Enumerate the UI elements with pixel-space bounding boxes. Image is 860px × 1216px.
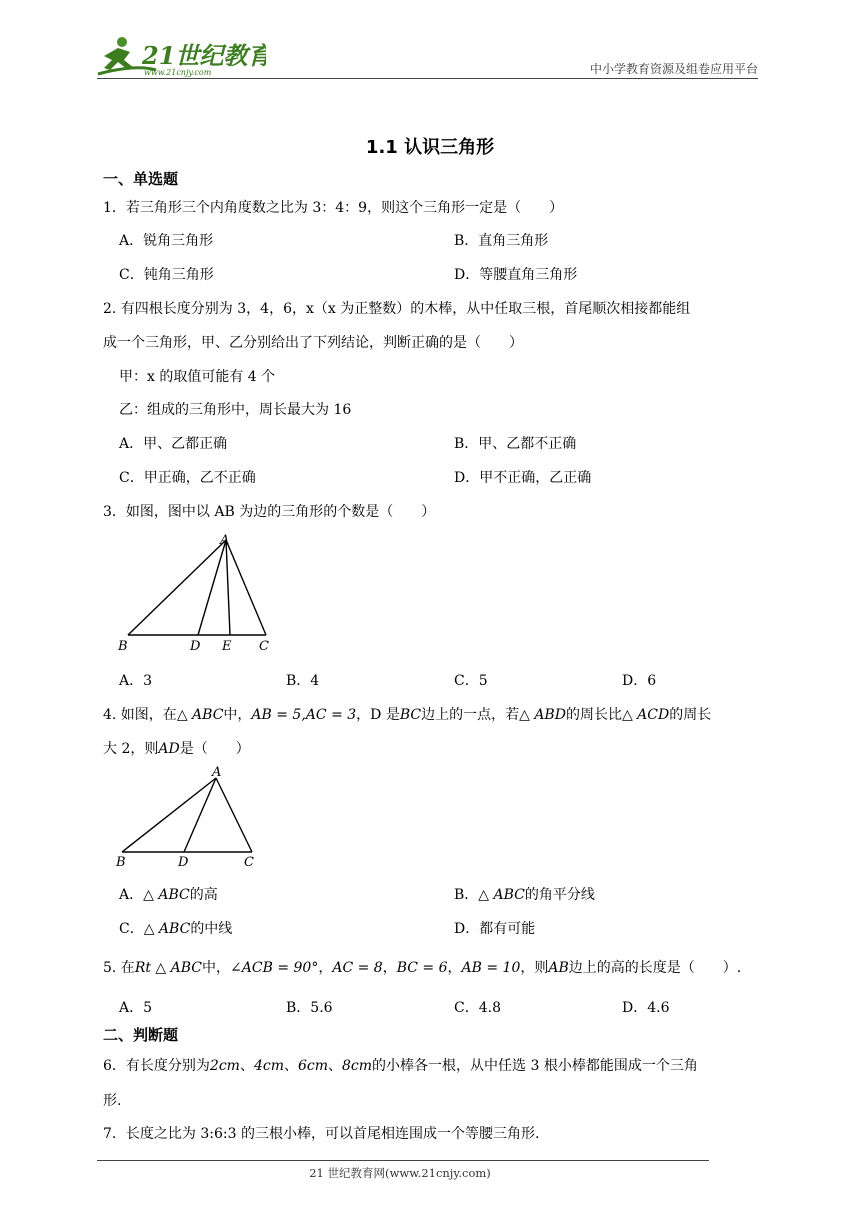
q1-option-b: B．直角三角形 bbox=[454, 233, 549, 249]
q3-label-e: E bbox=[222, 639, 232, 654]
q3-option-c: C．5 bbox=[454, 673, 488, 689]
q2-option-b: B．甲、乙都不正确 bbox=[454, 436, 577, 452]
q4-label-b: B bbox=[116, 855, 126, 870]
q4-option-a: A．△ ABC的高 bbox=[119, 887, 218, 903]
q4-label-d: D bbox=[178, 855, 189, 870]
q3-stem: 3．如图，图中以 AB 为边的三角形的个数是（ ） bbox=[103, 504, 436, 520]
q7-stem: 7．长度之比为 3:6:3 的三根小棒，可以首尾相连围成一个等腰三角形. bbox=[103, 1126, 540, 1142]
header-right-text: 中小学教育资源及组卷应用平台 bbox=[589, 62, 758, 76]
q1-stem: 1．若三角形三个内角度数之比为 3：4：9，则这个三角形一定是（ ） bbox=[103, 200, 564, 216]
q2-option-d: D．甲不正确，乙正确 bbox=[454, 470, 592, 486]
q4-stem-line2: 大 2，则AD是（ ） bbox=[103, 741, 250, 757]
q2-statement-jia: 甲：x 的取值可能有 4 个 bbox=[119, 369, 276, 385]
q3-label-b: B bbox=[118, 639, 128, 654]
q3-triangle-figure bbox=[110, 530, 280, 659]
page-title: 1.1 认识三角形 bbox=[365, 137, 495, 158]
section-heading-single-choice: 一、单选题 bbox=[103, 170, 179, 188]
q4-label-c: C bbox=[244, 855, 254, 870]
q6-stem-line2: 形. bbox=[103, 1093, 122, 1109]
footer-divider bbox=[97, 1160, 709, 1161]
q2-stem-line1: 2. 有四根长度分别为 3，4，6，x（x 为正整数）的木棒，从中任取三根，首尾顺次相接都能组 bbox=[103, 301, 691, 317]
q3-option-d: D．6 bbox=[622, 673, 657, 689]
logo-text: 21世纪教育 bbox=[142, 41, 266, 70]
q1-option-a: A．锐角三角形 bbox=[119, 233, 214, 249]
q5-option-b: B．5.6 bbox=[286, 1000, 333, 1016]
q4-option-d: D．都有可能 bbox=[454, 921, 536, 937]
q1-option-d: D．等腰直角三角形 bbox=[454, 267, 578, 283]
q4-triangle-figure bbox=[110, 762, 270, 876]
logo-url: www.21cnjy.com bbox=[144, 68, 212, 77]
q3-option-b: B．4 bbox=[286, 673, 320, 689]
q3-option-a: A．3 bbox=[119, 673, 153, 689]
q2-statement-yi: 乙：组成的三角形中，周长最大为 16 bbox=[119, 402, 352, 418]
q2-option-a: A．甲、乙都正确 bbox=[119, 436, 228, 452]
q4-option-c: C．△ ABC的中线 bbox=[119, 921, 233, 937]
q2-option-c: C．甲正确，乙不正确 bbox=[119, 470, 256, 486]
q4-option-b: B．△ ABC的角平分线 bbox=[454, 887, 595, 903]
q2-stem-line2: 成一个三角形，甲、乙分别给出了下列结论，判断正确的是（ ） bbox=[103, 335, 523, 351]
site-logo bbox=[96, 34, 266, 78]
section-heading-true-false: 二、判断题 bbox=[103, 1026, 179, 1044]
q5-option-c: C．4.8 bbox=[454, 1000, 501, 1016]
q5-option-d: D．4.6 bbox=[622, 1000, 670, 1016]
q5-option-a: A．5 bbox=[119, 1000, 153, 1016]
q6-stem-line1: 6．有长度分别为2cm、4cm、6cm、8cm的小棒各一根，从中任选 3 根小棒都能围成一个三角 bbox=[103, 1058, 698, 1074]
q3-label-d: D bbox=[190, 639, 201, 654]
q1-option-c: C．钝角三角形 bbox=[119, 267, 214, 283]
header-divider bbox=[97, 78, 758, 79]
q5-stem: 5. 在Rt △ ABC中，∠ACB = 90°，AC = 8，BC = 6，AB = 10，则AB边上的高的长度是（ ）. bbox=[103, 960, 742, 976]
q4-triangle-abc: △ ABC bbox=[176, 707, 224, 723]
q3-label-a: A bbox=[220, 533, 230, 548]
q3-label-c: C bbox=[259, 639, 269, 654]
q4-label-a: A bbox=[212, 765, 222, 780]
footer-text: 21 世纪教育网(www.21cnjy.com) bbox=[309, 1166, 491, 1180]
q4-stem-line1: 4. 如图，在△ ABC中，AB = 5,AC = 3，D 是BC边上的一点，若△ ABD的周长比△ ACD的周长 bbox=[103, 707, 712, 723]
